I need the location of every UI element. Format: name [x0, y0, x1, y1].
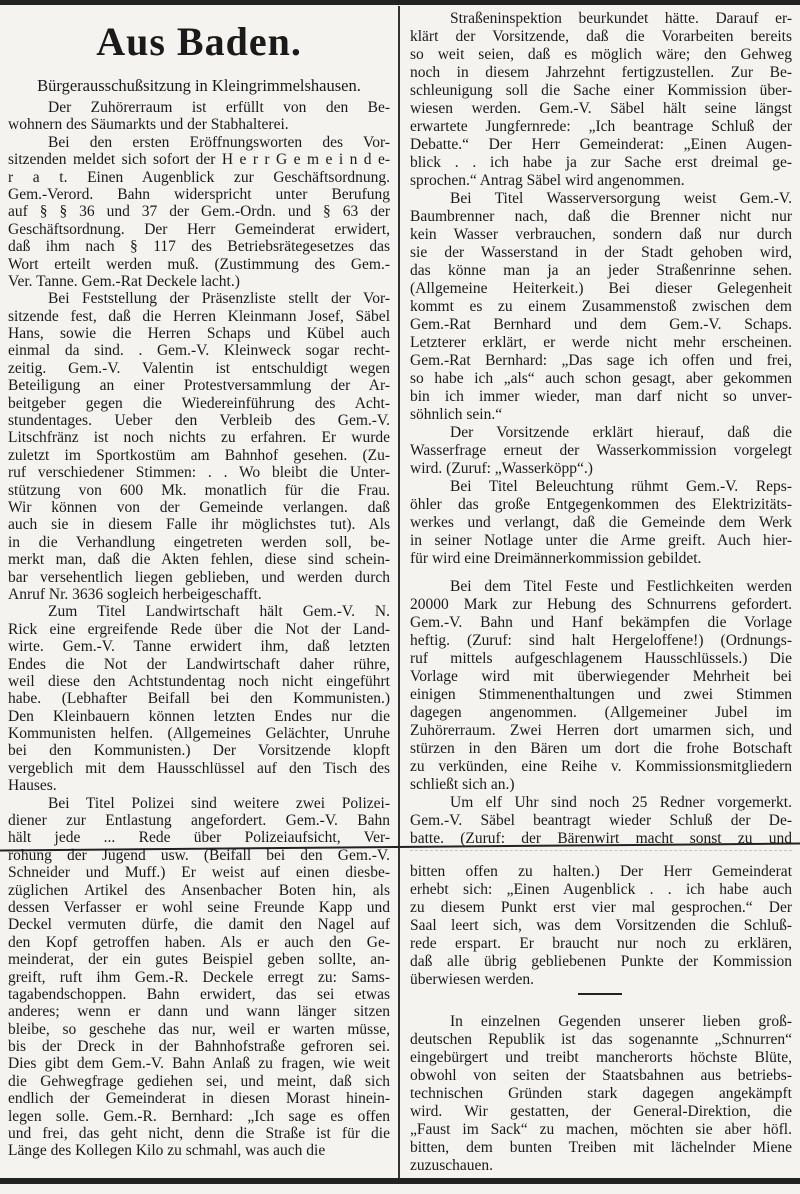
text-line: Schneider und Muff.) Er weist auf einen diesbe-: [8, 864, 390, 882]
text-line: söhnlich sein.“: [410, 406, 503, 423]
text-line: diener zur Entlastung angefordert. Gem.-V. Bahn: [8, 812, 390, 830]
text-line: Bei Titel Wasserversorgung weist Gem.-V.: [450, 190, 792, 207]
top-rule: [0, 0, 800, 5]
right-column-bottom: [410, 1013, 792, 1175]
text-line: Kommunisten helfen. (Allgemeines Gelächter, Unruhe: [8, 725, 390, 743]
paragraph: [410, 478, 792, 568]
paragraph: [410, 424, 792, 478]
text-line: Den Kleinbauern können letzten Endes nur die: [8, 707, 390, 725]
text-line: klärt der Vorsitzende, daß die Vorarbeiten bereits: [410, 28, 792, 45]
article-subtitle: Bürgerausschußsitzung in Kleingrimmelshausen.: [37, 76, 361, 95]
right-column-middle: [410, 578, 792, 989]
text-line: öhler das große Entgegenkommen des Elektrizitäts-: [410, 496, 792, 513]
text-line: so habe ich „als“ auch schon gesagt, aber gekommen: [410, 370, 792, 387]
text-line: technischen Gründen stark dagegen angekämpft: [410, 1085, 792, 1102]
text-line: vergeblich mit dem Hausschlüssel auf den Tisch des: [8, 759, 390, 777]
text-line: 20000 Mark zur Hebung des Schnurrens gefordert.: [410, 596, 792, 613]
paragraph: [8, 134, 390, 291]
text-line: „Faust im Sack“ zu machen, möchten sie aber höfl.: [410, 1121, 792, 1138]
text-line: In einzelnen Gegenden unserer lieben groß-: [450, 1013, 792, 1030]
text-line: erwartete Jungfernrede: „Ich beantrage Schluß der: [410, 118, 792, 135]
paragraph: [8, 603, 390, 794]
text-line: Länge des Kollegen Kilo zu schmahl, was auch die: [8, 1142, 326, 1160]
text-line: in seiner Notlage unter die Arme greift. Auch hier-: [410, 532, 792, 549]
text-line: züglichen Artikel des Ansenbacher Boten hin, als: [8, 881, 390, 899]
bottom-rule: [0, 1178, 800, 1184]
paragraph: [410, 578, 792, 794]
text-line: sitzenden meldet sich sofort der H e r r G e m e i n d e-: [8, 151, 390, 169]
text-line: Hans, sowie die Herren Schaps und Kübel auch: [8, 325, 390, 343]
text-line: einmal da sind. . Gem.-V. Kleinweck sogar recht-: [8, 342, 390, 360]
text-line: deutschen Republik ist das sogenannte „Schnurren“: [410, 1031, 792, 1048]
paragraph: [8, 99, 390, 134]
text-line: (Allgemeine Heiterkeit.) Bei dieser Gelegenheit: [410, 280, 792, 297]
text-line: endlich der Gemeinderat in diesen Morast hinein-: [8, 1090, 390, 1108]
left-column: [8, 99, 390, 1160]
text-line: Der Vorsitzende erklärt hierauf, daß die: [450, 424, 792, 441]
text-line: obwohl von seiten der Staatsbahnen aus betriebs-: [410, 1067, 792, 1084]
text-line: auch sie in diesem Falle ihr möglichstes tut). Als: [8, 516, 390, 534]
paragraph: [410, 10, 792, 190]
text-line: anderes; wenn er dann und wann länger sitzen: [8, 1003, 390, 1021]
paragraph: [410, 1013, 792, 1175]
text-line: wirte. Gem.-V. Tanne erwidert ihm, daß letzten: [8, 638, 390, 656]
text-line: zu verkünden, eine Reihe v. Kommissionsmitgliedern: [410, 758, 792, 775]
text-line: stundentages. Ueber den Verbleib des Gem.-V.: [8, 412, 390, 430]
text-line: für wird eine Dreimännerkommission gebildet.: [410, 550, 702, 567]
text-line: eingebürgert und treibt mancherorts höchste Blüte,: [410, 1049, 792, 1066]
text-line: bei den Kommunisten.) Der Vorsitzende klopft: [8, 742, 390, 760]
text-line: daß alle übrig gebliebenen Punkte der Kommission: [410, 953, 792, 970]
paragraph: [410, 794, 792, 989]
text-line: Bei den ersten Eröffnungsworten des Vor-: [48, 133, 390, 151]
text-line: ruf mittels aufgeschlagenem Hausschlüssels.) Die: [410, 650, 792, 667]
text-line: zuzuschauen.: [410, 1157, 494, 1174]
text-line: ruf verschiedener Stimmen: . . Wo bleibt die Unter-: [8, 464, 390, 482]
text-line: kommt es zu einem Zusammenstoß zwischen dem: [410, 298, 792, 315]
text-line: Geschäftsordnung. Der Herr Gemeinderat erwidert,: [8, 220, 390, 238]
text-line: Bei Feststellung der Präsenzliste stellt der Vor-: [48, 290, 390, 308]
text-line: batte. (Zuruf: der Bärenwirt macht sonst zu und: [410, 830, 792, 847]
text-line: Gem.-V. Bahn und Hanf bekämpfen die Vorlage: [410, 614, 792, 631]
text-line: Gem.-Verord. Bahn widerspricht unter Berufung: [8, 185, 390, 203]
text-line: Dies gibt dem Gem.-V. Bahn Anlaß zu fragen, wie weit: [8, 1055, 390, 1073]
text-line: noch in diesem Jahrzehnt fertigzustellen. Zur Be-: [410, 64, 792, 81]
text-line: wohnern des Säumarkts und der Stabhalterei.: [8, 116, 289, 134]
text-line: meinderat, der ein gutes Beispiel geben sollte, an-: [8, 951, 390, 969]
text-line: Saal leert sich, was dem Vorsitzenden die Schluß-: [410, 917, 792, 934]
column-divider: [398, 6, 400, 1178]
text-line: bitten, dem bunten Treiben mit lächelnder Miene: [410, 1139, 792, 1156]
text-line: Gem.-Rat Bernhard: „Das sage ich offen und frei,: [410, 352, 792, 369]
paragraph: [8, 290, 390, 603]
text-line: erhebt sich: „Einen Augenblick . . ich habe auch: [410, 881, 792, 898]
text-line: einigen Stimmenenthaltungen und zwei Stimmen: [410, 686, 792, 703]
text-line: rede erspart. Er braucht nur noch zu erklären,: [410, 935, 792, 952]
text-line: tagabendschoppen. Bahn erwidert, das sei etwas: [8, 985, 390, 1003]
text-line: Beteiligung an einer Protestversammlung der Ar-: [8, 377, 390, 395]
paragraph: [410, 190, 792, 424]
text-line: Baumbrenner nach, daß die Brenner nicht nur: [410, 208, 792, 225]
text-line: stützung von 600 Mk. monatlich für die Frau.: [8, 481, 390, 499]
text-line: r a t. Einen Augenblick zur Geschäftsordnung.: [8, 168, 390, 186]
article-title: Aus Baden.: [96, 19, 302, 64]
text-line: rohung der Jugend usw. (Beifall bei den Gem.-V.: [8, 846, 390, 864]
text-line: Ver. Tanne. Gem.-Rat Deckele lacht.): [8, 272, 240, 290]
text-line: sitzende fest, daß die Herren Kleinmann Josef, Säbel: [8, 307, 390, 325]
text-line: weil diese den Achtstundentag noch nicht eingeführt: [8, 672, 390, 690]
text-line: Um elf Uhr sind noch 25 Redner vorgemerkt.: [450, 794, 792, 811]
text-line: hält jede ... Rede über Polizeiaufsicht, Ver-: [8, 829, 390, 847]
text-line: den Kopf getroffen haben. Als er auch den Ge-: [8, 933, 390, 951]
text-line: greift, ruft ihm Gem.-R. Deckele erregt zu: Sams-: [8, 968, 390, 986]
text-line: Endes die Not der Landwirtschaft daher rühre,: [8, 655, 390, 673]
text-line: Bei dem Titel Feste und Festlichkeiten werden: [450, 578, 792, 595]
text-line: Anruf Nr. 3636 sogleich herbeigeschafft.: [8, 585, 262, 603]
section-separator: [578, 993, 622, 995]
text-line: wiesen werden. Gem.-V. Säbel hält seine längst: [410, 100, 792, 117]
text-line: werkes und verlangt, daß die Gemeinde dem Werk: [410, 514, 792, 531]
paragraph: [8, 795, 390, 1160]
text-line: dagegen angenommen. (Allgemeiner Jubel im: [410, 704, 792, 721]
text-line: zuletzt im Sportkostüm am Bahnhof gesehen. (Zu-: [8, 446, 390, 464]
text-line: Straßeninspektion beurkundet hätte. Darauf er-: [450, 10, 792, 27]
text-line: kein Wasser verbrauchen, sondern daß nur durch: [410, 226, 792, 243]
text-line: Der Zuhörerraum ist erfüllt von den Be-: [48, 99, 390, 116]
text-line: Gem.-Rat Bernhard und dem Gem.-V. Schaps.: [410, 316, 792, 333]
text-line: zeitig. Gem.-V. Valentin ist entschuldigt wegen: [8, 359, 390, 377]
text-line: daß ihm nach § 117 des Betriebsrätegesetzes das: [8, 238, 390, 256]
text-line: Rick eine ergreifende Rede über die Not der Land-: [8, 620, 390, 638]
text-line: Wir können von der Gemeinde verlangen. daß: [8, 498, 390, 516]
text-line: schließt sich an.): [410, 776, 515, 793]
text-line: sprochen.“ Antrag Säbel wird angenommen.: [410, 172, 685, 189]
text-line: so weit seien, daß es möglich wäre; den Gehweg: [410, 46, 792, 63]
text-line: blick . . ich habe ja zur Sache erst dreimal ge-: [410, 154, 792, 171]
text-line: Vorlage wird mit überwiegender Mehrheit bei: [410, 668, 792, 685]
text-line: Bei Titel Beleuchtung rühmt Gem.-V. Reps-: [450, 478, 792, 495]
text-line: Bei Titel Polizei sind weitere zwei Polizei-: [48, 794, 390, 812]
text-line: Debatte.“ Der Herr Gemeinderat: „Einen Augen-: [410, 136, 792, 153]
text-line: zu diesem Punkt erst vier mal gesprochen.“ Der: [410, 899, 792, 916]
text-line: Wasserfrage erneut der Wasserkommission vorgelegt: [410, 442, 792, 459]
text-line: Deckel vermuten dürfe, die damit den Nagel auf: [8, 916, 390, 934]
text-line: bleibe, so geschehe das nur, weil er warten müsse,: [8, 1020, 390, 1038]
text-line: bis der Dreck in der Bahnhofstraße gefroren sei.: [8, 1038, 390, 1056]
text-line: wird. Wir gestatten, der General-Direktion, die: [410, 1103, 792, 1120]
text-line: in die Verhandlung eingetreten werden soll, be-: [8, 533, 390, 551]
text-line: sie der Wasserstand in der Stadt gehoben wird,: [410, 244, 792, 261]
text-line: beitgeber gegen die Wiedereinführung des Acht-: [8, 394, 390, 412]
text-line: Litschfränz ist noch nichts zu erfahren. Er wurde: [8, 429, 390, 447]
text-line: bin ich immer wieder, man darf nicht so unver-: [410, 388, 792, 405]
text-line: Zum Titel Landwirtschaft hält Gem.-V. N.: [48, 603, 390, 621]
text-line: heftig. (Zuruf: sind halt Hergeloffene!) (Ordnungs-: [410, 632, 792, 649]
text-line: auf § § 36 und 37 der Gem.-Ordn. und § 63 der: [8, 203, 390, 221]
text-line: bitten offen zu halten.) Der Herr Gemeinderat: [410, 863, 792, 880]
text-line: wird. (Zuruf: „Wasserköpp“.): [410, 460, 593, 477]
text-line: bar versehentlich liegen geblieben, und werden durch: [8, 568, 390, 586]
text-line: legen solle. Gem.-R. Bernhard: „Ich sage es offen: [8, 1107, 390, 1125]
text-line: Hauses.: [8, 777, 57, 795]
text-line: Gem.-V. Säbel beantragt wieder Schluß der De-: [410, 812, 792, 829]
text-line: die Gehwegfrage gediehen sei, und meint, daß sich: [8, 1072, 390, 1090]
text-line: schleunigung soll die Sache einer Kommission über-: [410, 82, 792, 99]
text-line: dessen Verfasser er wohl seine Freunde Kapp und: [8, 898, 390, 916]
text-line: überwiesen werden.: [410, 971, 534, 988]
text-line: Wort erteilt werden muß. (Zustimmung des Gem.-: [8, 255, 390, 273]
illegible-line: [410, 850, 792, 861]
text-line: Letzterer erklärt, er werde nicht mehr erscheinen.: [410, 334, 792, 351]
text-line: merkt man, daß die Akten fehlen, diese sind schein-: [8, 551, 390, 569]
text-line: Zuhörerraum. Zwei Herren dort umarmen sich, und: [410, 722, 792, 739]
text-line: stürzen in den Bären um dort die frohe Botschaft: [410, 740, 792, 757]
text-line: und frei, das geht nicht, denn die Straße ist für die: [8, 1125, 390, 1143]
text-line: das könne man ja an jeder Straßenrinne sehen.: [410, 262, 792, 279]
text-line: habe. (Lebhafter Beifall bei den Kommunisten.): [8, 690, 390, 708]
right-column-top: [410, 10, 792, 568]
